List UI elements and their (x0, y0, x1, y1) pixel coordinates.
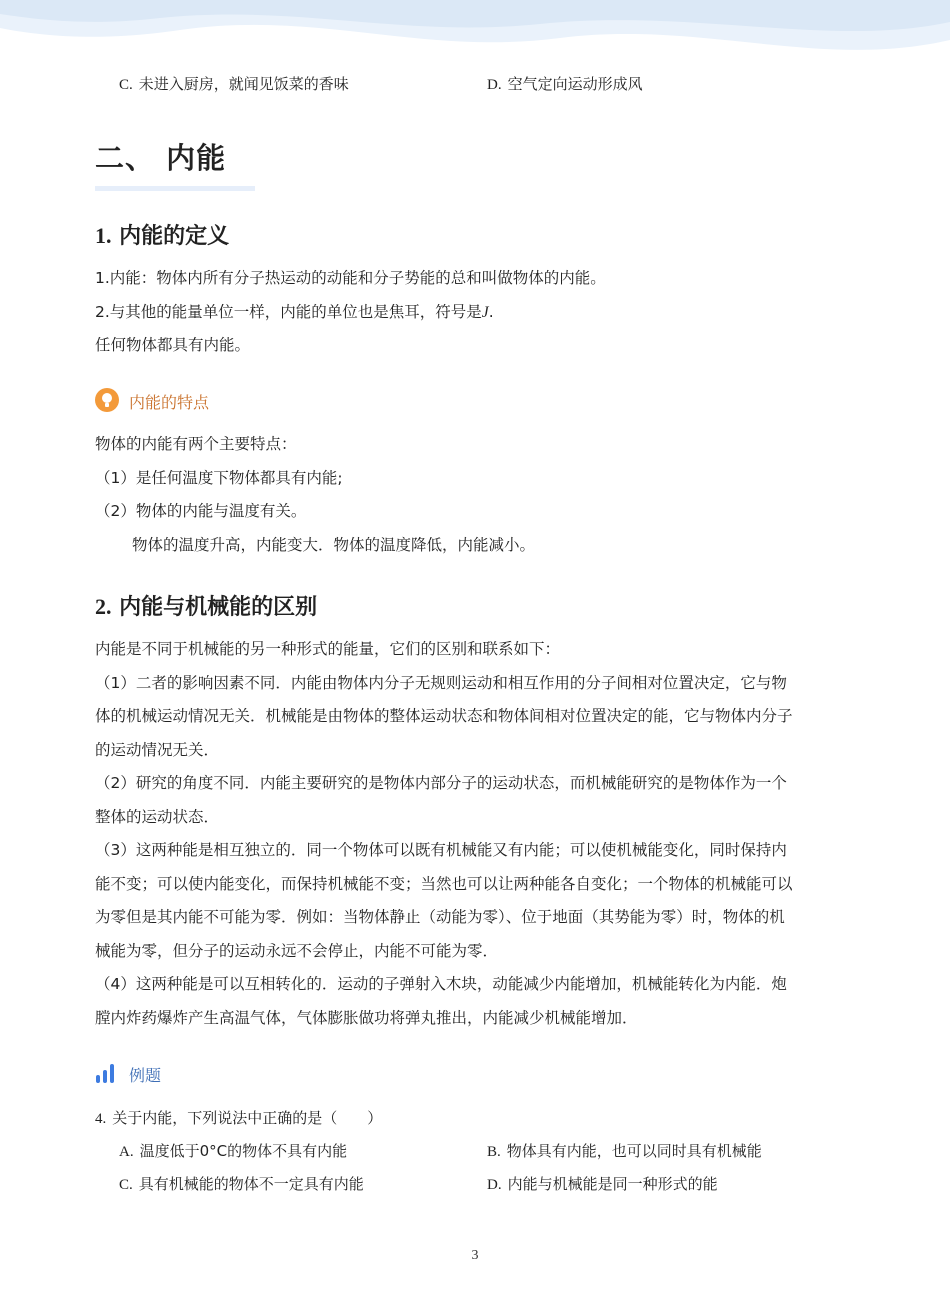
section-title-underline (95, 186, 255, 191)
tip-line-3: （2）物体的内能与温度有关。 (95, 502, 307, 520)
example-label: 例题 (129, 1066, 162, 1085)
comparison-line: （4）这两种能是可以互相转化的．运动的子弹射入木块，动能减少内能增加，机械能转化为内能．炮 (95, 975, 787, 993)
example-question: 4. 关于内能，下列说法中正确的是（ ） (95, 1109, 383, 1127)
section-title: 二、 内能 (95, 141, 227, 175)
tip-line-1: 物体的内能有两个主要特点： (95, 435, 297, 453)
comparison-line: 的运动情况无关． (95, 740, 220, 759)
definition-line-1: 1.内能：物体内所有分子热运动的动能和分子势能的总和叫做物体的内能。 (95, 269, 606, 287)
comparison-line: （1）二者的影响因素不同．内能由物体内分子无规则运动和相互作用的分子间相对位置决定，它与物 (95, 673, 787, 692)
comparison-line: 体的机械运动情况无关．机械能是由物体的整体运动状态和物体间相对位置决定的能，它与物体内分子 (95, 707, 793, 725)
definition-line-3: 任何物体都具有内能。 (95, 336, 251, 354)
subsection-2-heading: 2. 内能与机械能的区别 (95, 594, 318, 620)
option-d: D. 空气定向运动形成风 (487, 75, 643, 93)
answer-option-b[interactable]: B. 物体具有内能，也可以同时具有机械能 (487, 1142, 762, 1160)
comparison-line: 整体的运动状态． (95, 807, 220, 826)
comparison-line: 为零但是其内能不可能为零．例如：当物体静止（动能为零）、位于地面（其势能为零）时，物体的机 (95, 908, 785, 926)
subsection-1-heading: 1. 内能的定义 (95, 223, 230, 249)
tip-line-4: 物体的温度升高，内能变大．物体的温度降低，内能减小。 (132, 535, 536, 554)
page-number: 3 (471, 1248, 479, 1263)
comparison-line: 膛内炸药爆炸产生高温气体，气体膨胀做功将弹丸推出，内能减少机械能增加． (95, 1008, 638, 1027)
lightbulb-icon (95, 388, 119, 412)
comparison-line: 械能为零，但分子的运动永远不会停止，内能不可能为零． (95, 941, 499, 960)
option-c: C. 未进入厨房，就闻见饭菜的香味 (119, 75, 349, 93)
answer-option-d[interactable]: D. 内能与机械能是同一种形式的能 (487, 1175, 718, 1193)
tip-label: 内能的特点 (129, 393, 210, 412)
definition-line-2: 2.与其他的能量单位一样，内能的单位也是焦耳，符号是J. (95, 302, 494, 321)
header-wave-decoration (0, 0, 950, 70)
answer-option-a[interactable]: A. 温度低于0°C的物体不具有内能 (119, 1142, 348, 1160)
definition-paragraph (95, 262, 855, 363)
comparison-line: （3）这两种能是相互独立的．同一个物体可以既有机械能又有内能；可以使机械能变化，同时保持内 (95, 841, 787, 859)
answer-option-c[interactable]: C. 具有机械能的物体不一定具有内能 (119, 1175, 364, 1193)
comparison-line: （2）研究的角度不同．内能主要研究的是物体内部分子的运动状态，而机械能研究的是物体作为一个 (95, 774, 787, 792)
tip-line-2: （1）是任何温度下物体都具有内能; (95, 468, 343, 487)
comparison-line: 内能是不同于机械能的另一种形式的能量，它们的区别和联系如下： (95, 640, 561, 658)
bar-chart-icon (96, 1063, 118, 1083)
tip-paragraph (95, 428, 855, 562)
comparison-line: 能不变；可以使内能变化，而保持机械能不变；当然也可以让两种能各自变化；一个物体的机械能可以 (95, 874, 793, 893)
comparison-paragraph (95, 633, 855, 1035)
